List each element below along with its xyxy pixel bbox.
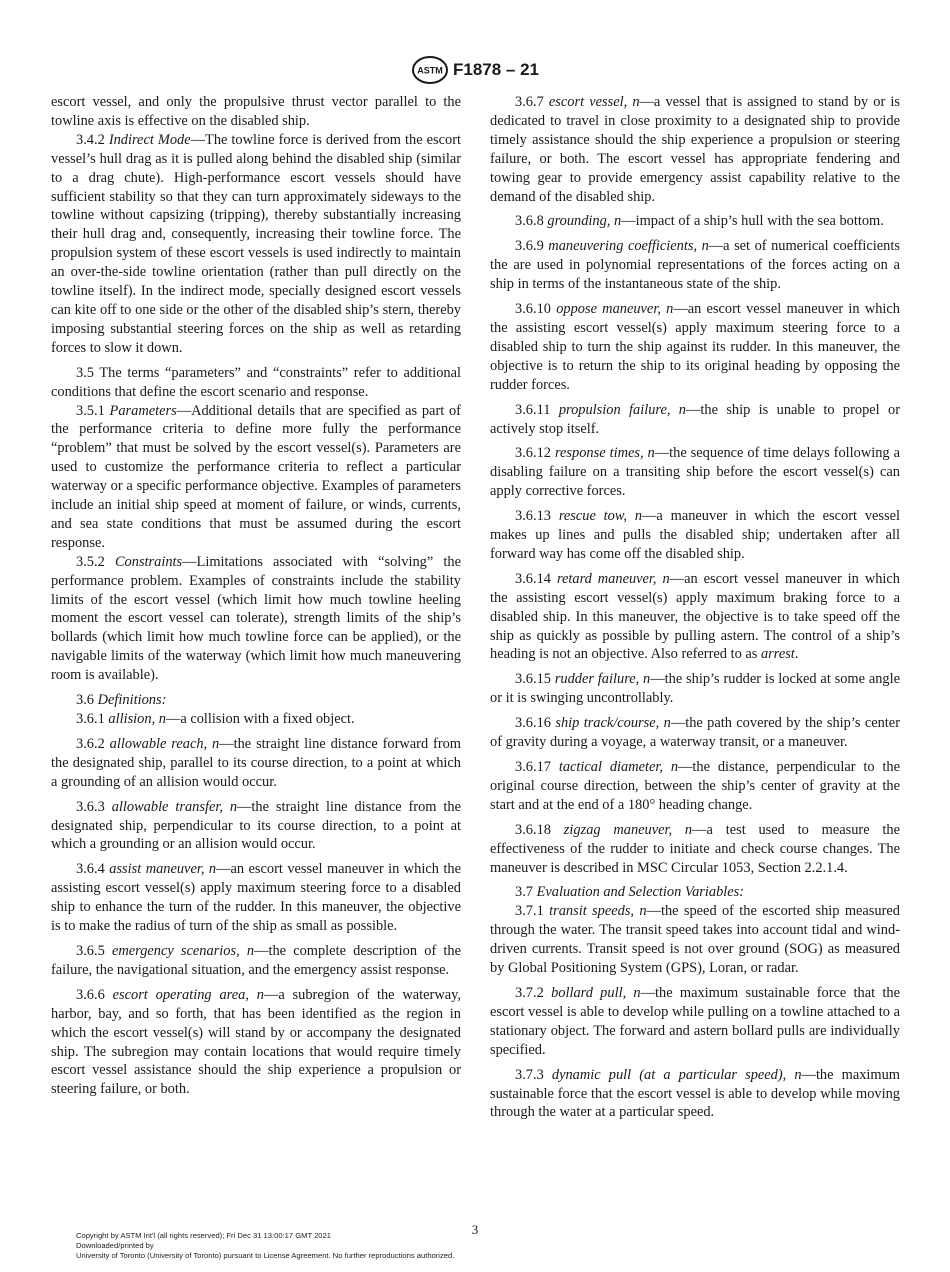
paragraph-3-4-2: 3.4.2 Indirect Mode—The towline force is derived from the escort vessel’s hull drag as it is pulled along behind the disabled ship (similar to a drag chute). High-performance escort vessels should have sufficient stability so that they can turn approximately sideways to the towline without capsizing (tripping), thereby substantially increasing their hull drag and, consequently, increasing their towline force. The propulsion system of these escort vessels is used indirectly to maintain an over-the-side towline orientation (rather than pull directly on the towline itself). In the indirect mode, specially designed escort vessels can kite off to one side or the other of the disabled ship’s stern, thereby imposing substantial steering forces on the ship as well as retarding forces to slow it down. (51, 131, 461, 356)
definition-3-6-12: 3.6.12 response times, n—the sequence of time delays following a disabling failure on a transiting ship before the escort vessel(s) can apply corrective forces. (490, 445, 900, 500)
definition-3-6-13: 3.6.13 rescue tow, n—a maneuver in which the escort vessel makes up lines and pulls the disabled ship; undertaken after all forward way has come off the disabled ship. (490, 508, 900, 562)
definition-3-6-4: 3.6.4 assist maneuver, n—an escort vessel maneuver in which the assisting escort vessel(s) apply maximum steering force to a disabled ship to enhance the turn of the rudder. In this maneuver, the objective is to make the radius of turn of the ship as small as possible. (51, 861, 461, 935)
definition-3-6-18: 3.6.18 zigzag maneuver, n—a test used to measure the effectiveness of the rudder to initiate and check course changes. The maneuver is described in MSC Circular 1053, Section 2.2.1.4. (490, 821, 900, 876)
paragraph: escort vessel, and only the propulsive thrust vector parallel to the towline axis is effective on the disabled ship. (51, 94, 461, 129)
definition-3-6-6: 3.6.6 escort operating area, n—a subregion of the waterway, harbor, bay, and so forth, that has been identified as the region in which the escort vessel(s) will stand by or accompany the designated ship. The subregion may contain locations that would require timely escort vessel assistance should the ship experience a propulsion or steering failure, or both. (51, 986, 461, 1098)
definition-3-6-11: 3.6.11 propulsion failure, n—the ship is unable to propel or actively stop itself. (490, 401, 900, 437)
definition-3-6-10: 3.6.10 oppose maneuver, n—an escort vessel maneuver in which the assisting escort vessel(s) apply maximum steering force to a disabled ship to turn the ship against its rudder. In this maneuver, the objective is to return the ship to its original heading by opposing the rudder forces. (490, 301, 900, 393)
footer-line: University of Toronto (University of Toronto) pursuant to License Agreement. No further reproductions authorized. (76, 1251, 455, 1260)
definition-3-7-1: 3.7.1 transit speeds, n—the speed of the escorted ship measured through the water. The transit speed takes into account tidal and wind-driven currents. Transit speed is not over ground (SOG) as measured by Global Positioning System (GPS), Loran, or radar. (490, 903, 900, 977)
definition-3-6-5: 3.6.5 emergency scenarios, n—the complete description of the failure, the navigational situation, and the emergency assist response. (51, 942, 461, 978)
footer-line: Copyright by ASTM Int'l (all rights reserved); Fri Dec 31 13:00:17 GMT 2021 (76, 1231, 331, 1240)
section-heading-3-7: 3.7 Evaluation and Selection Variables: (515, 884, 745, 901)
paragraph-3-5-2: 3.5.2 Constraints—Limitations associated with “solving” the performance problem. Examples of constraints include the stability limits of the escort vessel (which limit how much towline heeling moment the escort vessel can tolerate), strength limits of the ship’s bollards (which limit how much towline force can be applied), or the navigable limits of the waterway (which limit how much maneuvering room is available). (51, 553, 461, 684)
paragraph-3-5: 3.5 The terms “parameters” and “constraints” refer to additional conditions that define the escort scenario and response. (51, 364, 461, 400)
definition-3-7-2: 3.7.2 bollard pull, n—the maximum sustainable force that the escort vessel is able to develop while pulling on a towline attached to a stationary object. The forward and astern bollard pulls are individually specified. (490, 984, 900, 1058)
page-number: 3 (471, 1222, 479, 1237)
definition-3-6-8: 3.6.8 grounding, n—impact of a ship’s hull with the sea bottom. (515, 213, 884, 230)
definition-3-6-15: 3.6.15 rudder failure, n—the ship’s rudder is locked at some angle or it is swinging uncontrollably. (490, 671, 900, 707)
paragraph-3-5-1: 3.5.1 Parameters—Additional details that are specified as part of the performance criteria to define more fully the performance “problem” that must be solved by the escort vessel(s). Parameters are used to customize the performance criteria to reflect a particular waterway or a specific performance objective. Examples of parameters include an initial ship speed at moment of failure, or winds, currents, and sea state conditions that must be assumed during the escort response. (51, 402, 461, 551)
right-column (490, 93, 900, 1122)
left-column (51, 93, 461, 1099)
definition-3-7-3: 3.7.3 dynamic pull (at a particular speed), n—the maximum sustainable force that the escort vessel is able to develop while moving through the water at a particular speed. (490, 1066, 900, 1121)
definition-3-6-14: 3.6.14 retard maneuver, n—an escort vessel maneuver in which the assisting escort vessel(s) apply maximum braking force to a disabled ship. In this maneuver, the objective is to take speed off the ship as quickly as possible by pulling astern. The control of a ship’s heading is not an objective. Also referred to as arrest. (490, 570, 900, 663)
section-heading-3-6: 3.6 Definitions: (76, 692, 167, 709)
astm-logo-icon (411, 55, 449, 85)
definition-3-6-16: 3.6.16 ship track/course, n—the path covered by the ship’s center of gravity during a voyage, a waterway transit, or a maneuver. (490, 715, 900, 751)
definition-3-6-17: 3.6.17 tactical diameter, n—the distance, perpendicular to the original course direction, between the ship’s center of gravity at the start and at the end of a 180° heading change. (490, 759, 900, 813)
definition-3-6-1: 3.6.1 allision, n—a collision with a fixed object. (76, 711, 355, 727)
definition-3-6-7: 3.6.7 escort vessel, n—a vessel that is assigned to stand by or is dedicated to travel in close proximity to a designated ship to provide timely assistance should the ship experience a propulsion or steering failure, or both. The escort vessel has appropriate fendering and towing gear to provide emergency assist capability relative to the demand of the disabled ship. (490, 94, 900, 205)
definition-3-6-2: 3.6.2 allowable reach, n—the straight line distance forward from the designated ship, parallel to its course direction, to a point at which a grounding of an allision would occur. (51, 735, 461, 790)
definition-3-6-9: 3.6.9 maneuvering coefficients, n—a set of numerical coefficients the are used in polynomial representations of the forces acting on a ship in terms of the instantaneous state of the ship. (490, 238, 900, 293)
copyright-footer (76, 1231, 454, 1261)
definition-3-6-3: 3.6.3 allowable transfer, n—the straight line distance from the designated ship, perpendicular to its course direction, to a point at which a grounding or an allision would occur. (51, 798, 461, 853)
page-header (0, 55, 950, 85)
standard-designation: F1878 – 21 (452, 60, 539, 79)
footer-line: Downloaded/printed by (76, 1241, 154, 1250)
astm-logo-text: ASTM (417, 65, 443, 76)
